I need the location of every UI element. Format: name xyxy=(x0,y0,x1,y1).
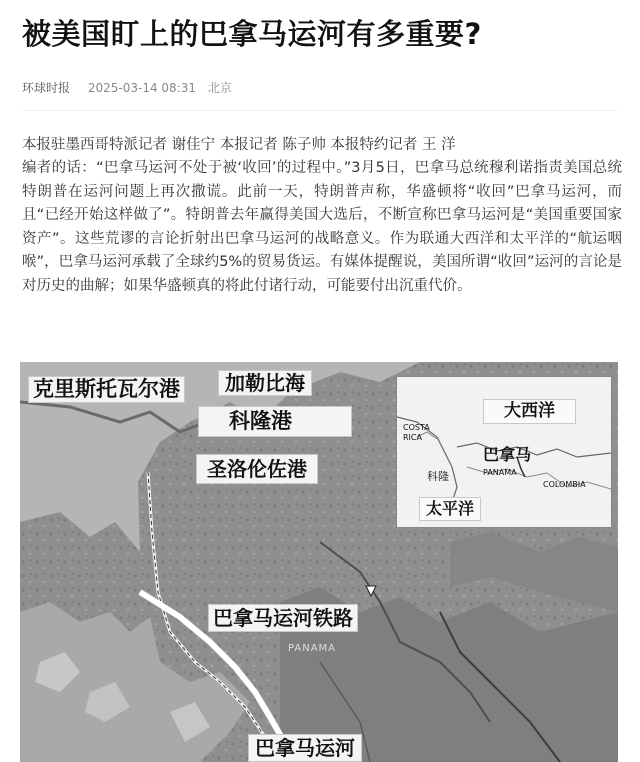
inset-label-colon: 科隆 xyxy=(427,470,449,483)
inset-label-panama-cn: 巴拿马 xyxy=(483,445,532,464)
inset-label-panama-en: PANAMA xyxy=(483,468,517,477)
label-colon-port: 科隆港 xyxy=(198,406,352,437)
article-time: 2025-03-14 08:31 xyxy=(87,81,196,95)
article-paragraph: 编者的话：“巴拿马运河不处于被‘收回’的过程中。”3月5日，巴拿马总统穆利诺指责美国总统特朗普在运河问题上再次撒谎。此前一天，特朗普声称，华盛顿将“收回”巴拿马运河，而且“已经开始这样做了”。特朗普去年赢得美国大选后，不断宣称巴拿马运河是“美国重要国家资产”。这些荒谬的言论折射出巴拿马运河的战略意义。作为联通大西洋和太平洋的“航运咽喉”，巴拿马运河承载了全球约5%的贸易货运。有媒体提醒说，美国所谓“收回”运河的言论是对历史的曲解；如果华盛顿真的将此付诸行动，可能要付出沉重代价。 xyxy=(22,160,622,294)
article-source[interactable]: 环球时报 xyxy=(22,81,71,95)
article-title: 被美国盯上的巴拿马运河有多重要? xyxy=(22,17,482,51)
label-cristobal-port: 克里斯托瓦尔港 xyxy=(28,376,185,403)
article-byline: 本报驻墨西哥特派记者 谢佳宁 本报记者 陈子帅 本报特约记者 王 洋 xyxy=(22,137,456,153)
inset-label-costa-rica: COSTA RICA xyxy=(403,423,430,442)
label-san-lorenzo-port: 圣洛伦佐港 xyxy=(196,454,318,484)
label-caribbean-sea: 加勒比海 xyxy=(218,370,312,396)
inset-label-atlantic: 大西洋 xyxy=(483,399,576,424)
article-location: 北京 xyxy=(207,81,232,95)
inset-label-pacific: 太平洋 xyxy=(419,497,481,521)
panama-canal-map xyxy=(20,362,618,762)
header-divider xyxy=(22,110,618,111)
inset-label-colombia: COLOMBIA xyxy=(543,480,586,489)
label-panama-land: PANAMA xyxy=(288,643,337,654)
label-panama-canal-railway: 巴拿马运河铁路 xyxy=(208,604,358,632)
article-meta xyxy=(22,79,232,96)
locator-inset-map xyxy=(396,376,612,528)
label-panama-canal: 巴拿马运河 xyxy=(248,734,362,762)
